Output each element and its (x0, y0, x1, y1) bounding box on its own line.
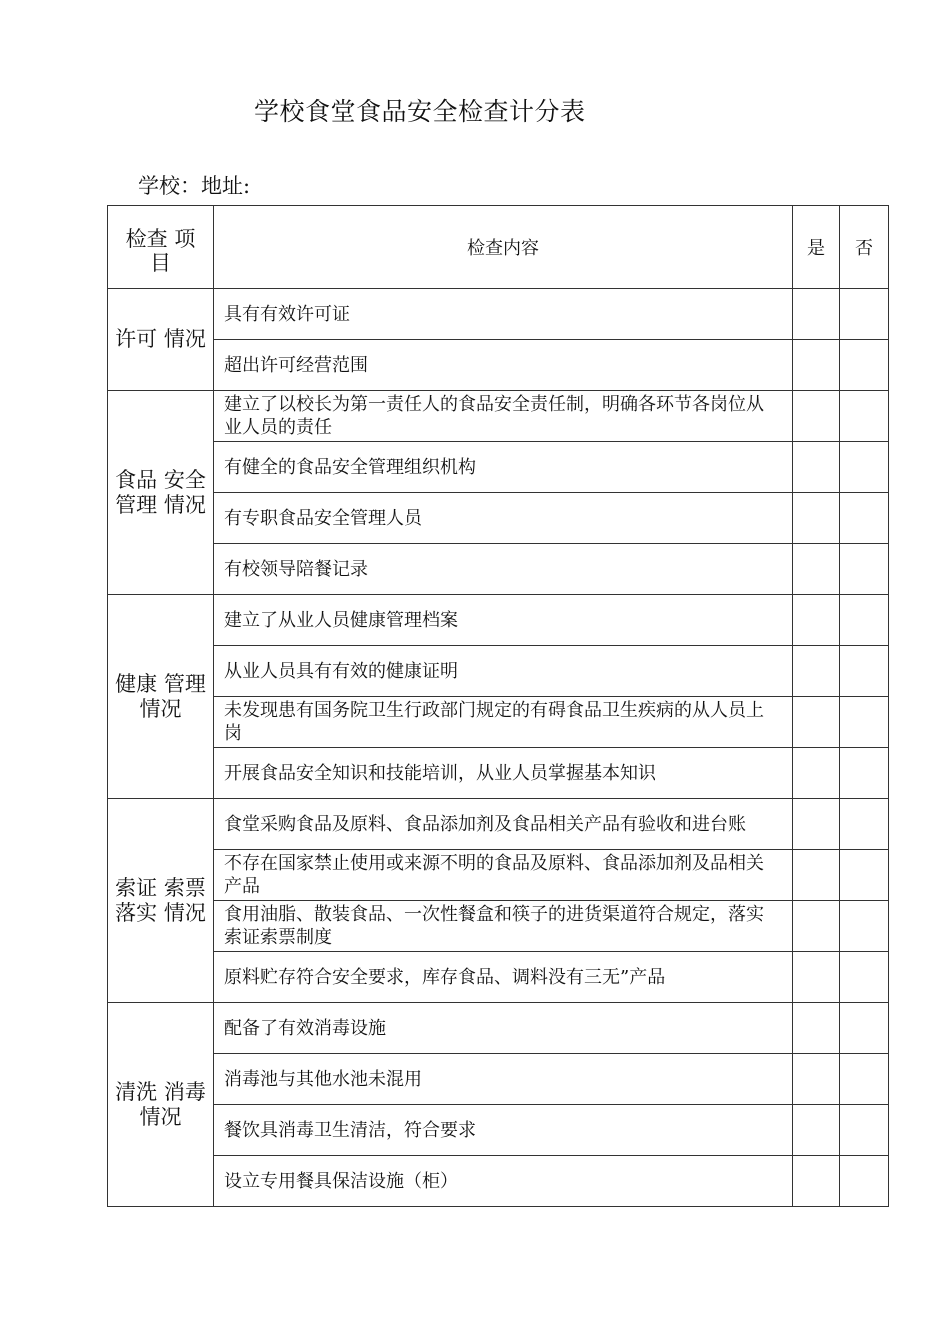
table-row (108, 799, 889, 850)
yes-checkbox-cell[interactable] (793, 952, 840, 1003)
no-checkbox-cell[interactable] (840, 1105, 889, 1156)
category-cell (108, 799, 214, 1003)
check-item-text: 原料贮存符合安全要求，库存食品、调料没有三无”产品 (214, 952, 793, 1003)
category-cell (108, 289, 214, 391)
table-row (108, 340, 889, 391)
table-row (108, 442, 889, 493)
table-row (108, 1105, 889, 1156)
table-header-row (108, 206, 889, 289)
check-item-text: 具有有效许可证 (214, 289, 793, 340)
check-item-text: 建立了以校长为第一责任人的食品安全责任制，明确各环节各岗位从业人员的责任 (214, 391, 793, 442)
header-content: 检查内容 (214, 206, 793, 289)
no-checkbox-cell[interactable] (840, 544, 889, 595)
yes-checkbox-cell[interactable] (793, 1156, 840, 1207)
check-item-text: 有专职食品安全管理人员 (214, 493, 793, 544)
yes-checkbox-cell[interactable] (793, 289, 840, 340)
check-item-text: 配备了有效消毒设施 (214, 1003, 793, 1054)
table-row (108, 544, 889, 595)
check-item-text: 食用油脂、散装食品、一次性餐盒和筷子的进货渠道符合规定，落实索证索票制度 (214, 901, 793, 952)
table-row (108, 748, 889, 799)
category-label: 许可 情况 (115, 327, 206, 351)
no-checkbox-cell[interactable] (840, 289, 889, 340)
yes-checkbox-cell[interactable] (793, 595, 840, 646)
header-category (108, 206, 214, 289)
no-checkbox-cell[interactable] (840, 1054, 889, 1105)
yes-checkbox-cell[interactable] (793, 1105, 840, 1156)
table-row (108, 850, 889, 901)
category-cell (108, 1003, 214, 1207)
check-item-text: 从业人员具有有效的健康证明 (214, 646, 793, 697)
no-checkbox-cell[interactable] (840, 1003, 889, 1054)
yes-checkbox-cell[interactable] (793, 748, 840, 799)
header-no: 否 (840, 206, 889, 289)
no-checkbox-cell[interactable] (840, 850, 889, 901)
check-item-text: 餐饮具消毒卫生清洁，符合要求 (214, 1105, 793, 1156)
no-checkbox-cell[interactable] (840, 595, 889, 646)
check-item-text: 食堂采购食品及原料、食品添加剂及食品相关产品有验收和进台账 (214, 799, 793, 850)
category-label: 索证 索票 落实 情况 (115, 875, 206, 925)
table-row (108, 952, 889, 1003)
check-item-text: 开展食品安全知识和技能培训，从业人员掌握基本知识 (214, 748, 793, 799)
table-row (108, 1054, 889, 1105)
category-cell (108, 391, 214, 595)
yes-checkbox-cell[interactable] (793, 697, 840, 748)
category-label: 健康 管理 情况 (115, 671, 206, 721)
no-checkbox-cell[interactable] (840, 1156, 889, 1207)
no-checkbox-cell[interactable] (840, 901, 889, 952)
no-checkbox-cell[interactable] (840, 646, 889, 697)
check-item-text: 超出许可经营范围 (214, 340, 793, 391)
no-checkbox-cell[interactable] (840, 697, 889, 748)
no-checkbox-cell[interactable] (840, 799, 889, 850)
check-item-text: 消毒池与其他水池未混用 (214, 1054, 793, 1105)
check-item-text: 设立专用餐具保洁设施（柜） (214, 1156, 793, 1207)
yes-checkbox-cell[interactable] (793, 1054, 840, 1105)
table-row (108, 1156, 889, 1207)
table-row (108, 595, 889, 646)
check-item-text: 有校领导陪餐记录 (214, 544, 793, 595)
check-item-text: 建立了从业人员健康管理档案 (214, 595, 793, 646)
category-label: 食品 安全 管理 情况 (115, 467, 206, 517)
yes-checkbox-cell[interactable] (793, 391, 840, 442)
no-checkbox-cell[interactable] (840, 748, 889, 799)
table-row (108, 697, 889, 748)
table-row (108, 646, 889, 697)
table-row (108, 391, 889, 442)
table-row (108, 289, 889, 340)
yes-checkbox-cell[interactable] (793, 1003, 840, 1054)
school-address-line: 学校：地址: (138, 174, 251, 198)
yes-checkbox-cell[interactable] (793, 799, 840, 850)
no-checkbox-cell[interactable] (840, 442, 889, 493)
yes-checkbox-cell[interactable] (793, 442, 840, 493)
yes-checkbox-cell[interactable] (793, 340, 840, 391)
yes-checkbox-cell[interactable] (793, 493, 840, 544)
yes-checkbox-cell[interactable] (793, 646, 840, 697)
table-row (108, 493, 889, 544)
header-yes: 是 (793, 206, 840, 289)
category-label: 清洗 消毒 情况 (115, 1079, 206, 1129)
check-item-text: 未发现患有国务院卫生行政部门规定的有碍食品卫生疾病的从人员上岗 (214, 697, 793, 748)
yes-checkbox-cell[interactable] (793, 544, 840, 595)
yes-checkbox-cell[interactable] (793, 901, 840, 952)
inspection-table (107, 205, 889, 1207)
document-title: 学校食堂食品安全检查计分表 (254, 97, 586, 126)
no-checkbox-cell[interactable] (840, 493, 889, 544)
header-category-label: 检查 项目 (125, 227, 196, 275)
table-row (108, 901, 889, 952)
no-checkbox-cell[interactable] (840, 952, 889, 1003)
no-checkbox-cell[interactable] (840, 340, 889, 391)
check-item-text: 有健全的食品安全管理组织机构 (214, 442, 793, 493)
no-checkbox-cell[interactable] (840, 391, 889, 442)
category-cell (108, 595, 214, 799)
check-item-text: 不存在国家禁止使用或来源不明的食品及原料、食品添加剂及品相关产品 (214, 850, 793, 901)
yes-checkbox-cell[interactable] (793, 850, 840, 901)
table-row (108, 1003, 889, 1054)
